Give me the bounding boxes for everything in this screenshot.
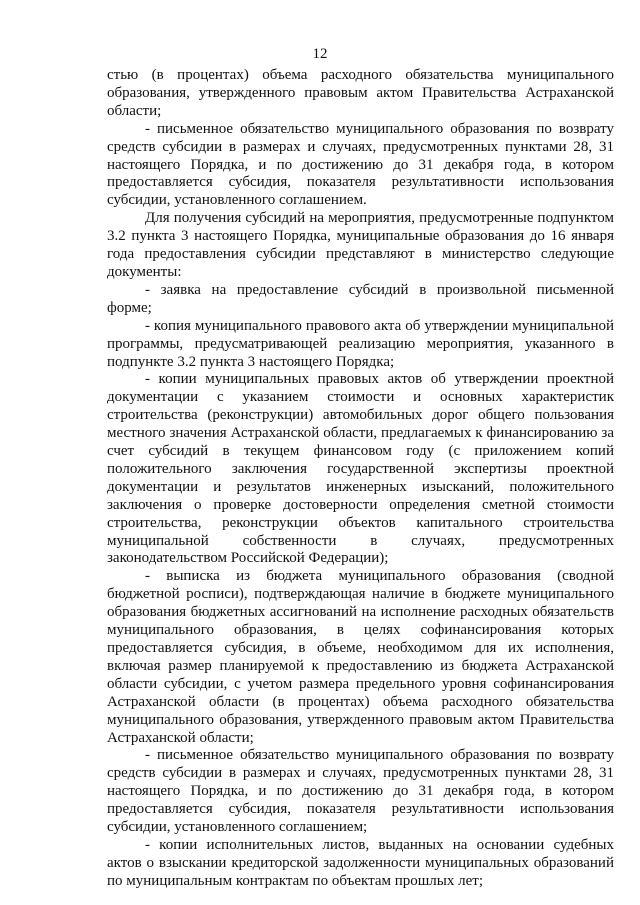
paragraph-application: - заявка на предоставление субсидий в произвольной письменной форме; (107, 281, 614, 316)
paragraph-written-obligation-repeat: - письменное обязательство муниципального образования по возврату средств субсидии в размерах и случаях, предусмотренных пунктами 28, 31 настоящего Порядка, и по достижению до 31 декабря года, в котором предоставляется субсидия, показателя результативности использования субсидии, установленного соглашением; (107, 747, 614, 836)
paragraph-continuation: стью (в процентах) объема расходного обязательства муниципального образования, утвержденного правовым актом Правительства Астраханской области; (107, 67, 614, 119)
paragraph-written-obligation: - письменное обязательство муниципального образования по возврату средств субсидии в размерах и случаях, предусмотренных пунктами 28, 31 настоящего Порядка, и по достижению до 31 декабря года, в котором предоставляется субсидия, показателя результативности использования субсидии, установленного соглашением. (107, 120, 614, 209)
page-number: 12 (312, 46, 328, 62)
paragraph-subsidy-documents-intro: Для получения субсидий на мероприятия, предусмотренные подпунктом 3.2 пункта 3 настоящего Порядка, муниципальные образования до 16 января года предоставления субсидии представляют в министерство следующие документы: (107, 210, 614, 280)
paragraph-enforcement-sheets: - копии исполнительных листов, выданных на основании судебных актов о взыскании кредиторской задолженности муниципальных образований по муниципальным контрактам по объектам прошлых лет; (107, 836, 614, 889)
paragraph-program-act-copy: - копия муниципального правового акта об утверждении муниципальной программы, предусматривающей реализацию мероприятия, указанного в подпункте 3.2 пункта 3 настоящего Порядка; (107, 317, 614, 370)
document-body (107, 67, 614, 891)
paragraph-project-docs-copies: - копии муниципальных правовых актов об утверждении проектной документации с указанием стоимости и основных характеристик строительства (реконструкции) автомобильных дорог общего пользования местного значения Астраханской области, предлагаемых к финансированию за счет субсидий в текущем финансовом году (с приложением копий положительного заключения государственной экспертизы проектной документации и результатов инженерных изысканий, положительного заключения о проверке достоверности определения сметной стоимости строительства, реконструкции объектов капитального строительства муниципальной собственности в случаях, предусмотренных законодательством Российской Федерации); (107, 371, 614, 567)
paragraph-budget-extract: - выписка из бюджета муниципального образования (сводной бюджетной росписи), подтверждающая наличие в бюджете муниципального образования бюджетных ассигнований на исполнение расходных обязательств муниципального образования, в целях софинансирования которых предоставляется субсидия, в объеме, необходимом для их исполнения, включая размер планируемой к предоставлению из бюджета Астраханской области субсидии, с учетом размера предельного уровня софинансирования Астраханской области (в процентах) объема расходного обязательства муниципального образования, утвержденного правовым актом Правительства Астраханской области; (107, 568, 614, 746)
